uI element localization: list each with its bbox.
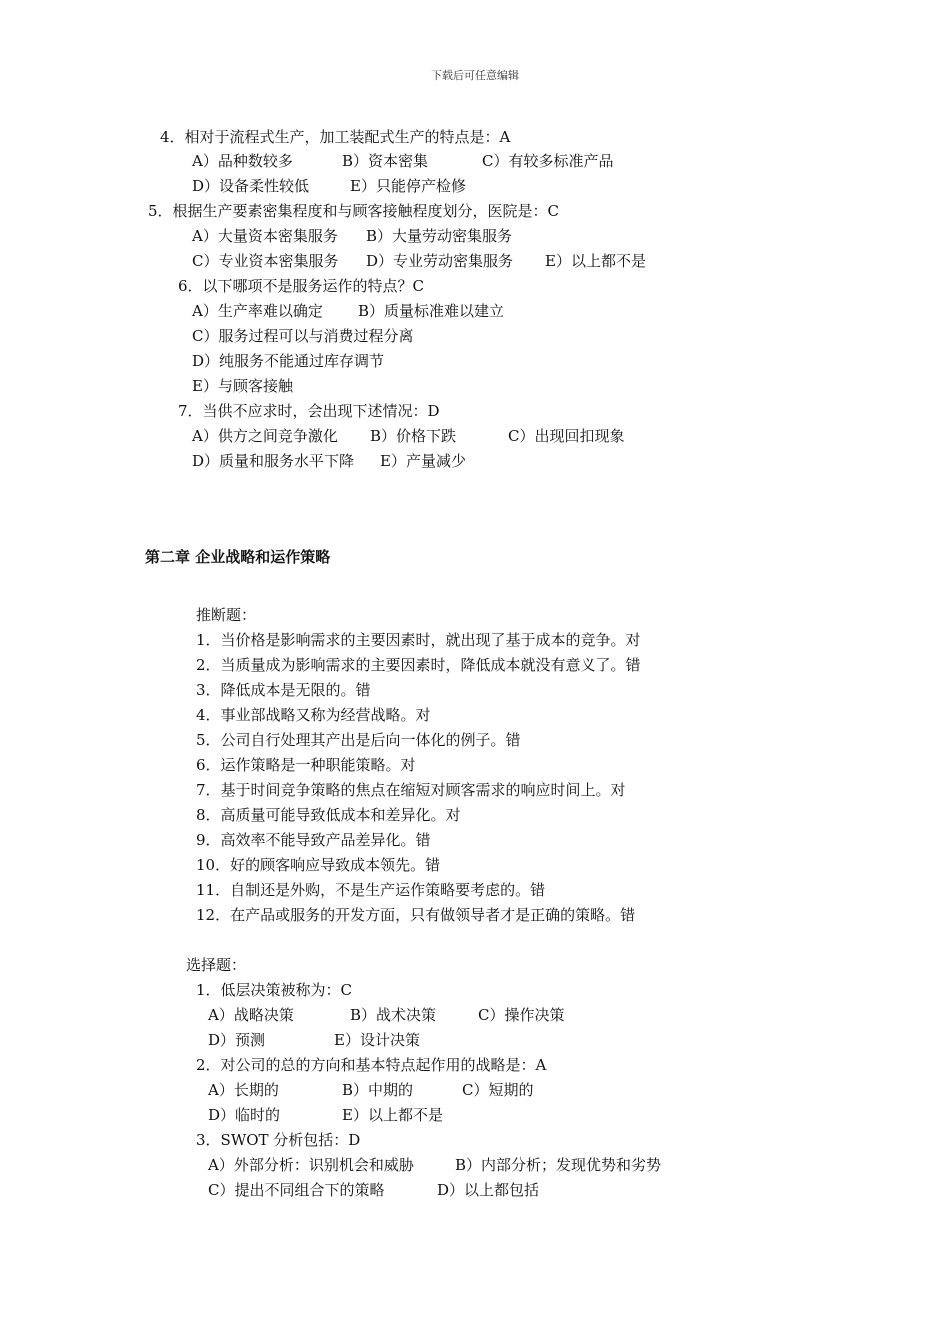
- judge-label: 推断题：: [196, 606, 257, 624]
- option: B）大量劳动密集服务: [366, 227, 513, 245]
- choice-question-1: 1．低层决策被称为：C: [196, 981, 353, 999]
- judge-item: 3．降低成本是无限的。错: [196, 681, 371, 699]
- option: E）产量减少: [380, 452, 466, 470]
- option: D）预测: [208, 1031, 266, 1049]
- judge-item: 12．在产品或服务的开发方面，只有做领导者才是正确的策略。错: [196, 906, 636, 924]
- option: A）生产率难以确定: [192, 302, 323, 320]
- choice-question-3: 3．SWOT 分析包括：D: [196, 1131, 361, 1149]
- option: C）专业资本密集服务: [192, 252, 339, 270]
- chapter-title: 第二章 企业战略和运作策略: [145, 548, 331, 566]
- option: B）战术决策: [350, 1006, 437, 1024]
- option: E）只能停产检修: [350, 177, 466, 195]
- option: B）中期的: [342, 1081, 414, 1099]
- page-header: 下载后可任意编辑: [431, 69, 519, 82]
- option: B）内部分析；发现优势和劣势: [455, 1156, 662, 1174]
- question-6: 6．以下哪项不是服务运作的特点？C: [178, 277, 425, 295]
- option: B）资本密集: [342, 152, 429, 170]
- question-5: 5．根据生产要素密集程度和与顾客接触程度划分，医院是：C: [148, 202, 560, 220]
- option: D）质量和服务水平下降: [192, 452, 355, 470]
- question-7: 7．当供不应求时，会出现下述情况：D: [178, 402, 440, 420]
- option: E）与顾客接触: [192, 377, 293, 395]
- option: D）设备柔性较低: [192, 177, 310, 195]
- option: A）供方之间竞争激化: [192, 427, 338, 445]
- option: A）战略决策: [208, 1006, 294, 1024]
- choice-question-2: 2．对公司的总的方向和基本特点起作用的战略是：A: [196, 1056, 547, 1074]
- option: C）短期的: [462, 1081, 534, 1099]
- option: B）质量标准难以建立: [358, 302, 505, 320]
- option: D）以上都包括: [437, 1181, 540, 1199]
- option: E）以上都不是: [545, 252, 646, 270]
- judge-item: 2．当质量成为影响需求的主要因素时，降低成本就没有意义了。错: [196, 656, 641, 674]
- option: A）品种数较多: [192, 152, 293, 170]
- option: C）出现回扣现象: [508, 427, 625, 445]
- option: C）操作决策: [478, 1006, 565, 1024]
- option: C）提出不同组合下的策略: [208, 1181, 385, 1199]
- option: A）长期的: [208, 1081, 279, 1099]
- judge-item: 11．自制还是外购，不是生产运作策略要考虑的。错: [196, 881, 546, 899]
- judge-item: 7．基于时间竞争策略的焦点在缩短对顾客需求的响应时间上。对: [196, 781, 626, 799]
- option: E）以上都不是: [342, 1106, 443, 1124]
- option: C）服务过程可以与消费过程分离: [192, 327, 414, 345]
- judge-item: 9．高效率不能导致产品差异化。错: [196, 831, 431, 849]
- question-4: 4．相对于流程式生产，加工装配式生产的特点是：A: [160, 128, 511, 146]
- option: D）临时的: [208, 1106, 281, 1124]
- judge-item: 6．运作策略是一种职能策略。对: [196, 756, 416, 774]
- option: C）有较多标准产品: [482, 152, 614, 170]
- option: A）外部分析：识别机会和威胁: [208, 1156, 414, 1174]
- option: A）大量资本密集服务: [192, 227, 338, 245]
- judge-item: 8．高质量可能导致低成本和差异化。对: [196, 806, 461, 824]
- choice-label: 选择题：: [186, 956, 247, 974]
- option: D）专业劳动密集服务: [366, 252, 514, 270]
- judge-item: 10．好的顾客响应导致成本领先。错: [196, 856, 441, 874]
- judge-item: 4．事业部战略又称为经营战略。对: [196, 706, 431, 724]
- judge-item: 5．公司自行处理其产出是后向一体化的例子。错: [196, 731, 521, 749]
- option: B）价格下跌: [370, 427, 457, 445]
- option: D）纯服务不能通过库存调节: [192, 352, 385, 370]
- option: E）设计决策: [334, 1031, 420, 1049]
- judge-item: 1．当价格是影响需求的主要因素时，就出现了基于成本的竞争。对: [196, 631, 641, 649]
